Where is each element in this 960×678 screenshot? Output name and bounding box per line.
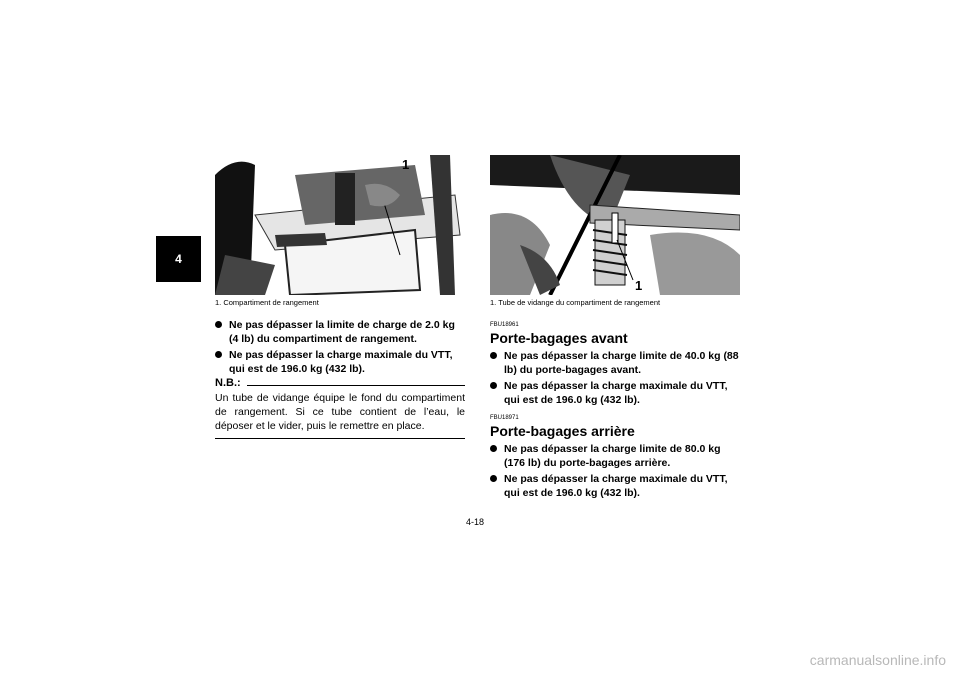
bullet-icon: [215, 351, 222, 358]
figure-callout-label: 1: [635, 278, 643, 293]
warning-list: [490, 349, 740, 409]
section-code: FBU18971: [490, 415, 519, 421]
list-item: Ne pas dépasser la charge maximale du VTT, qui est de 196.0 kg (432 lb).: [490, 472, 740, 500]
section-title: Porte-bagages arrière: [490, 423, 635, 439]
list-item: Ne pas dépasser la limite de charge de 2.0 kg (4 lb) du compartiment de rangement.: [215, 318, 465, 346]
drain-tube-photo: [490, 155, 740, 295]
figure-callout-label: 1: [402, 157, 410, 172]
section-title: Porte-bagages avant: [490, 330, 628, 346]
chapter-number: 4: [175, 252, 182, 266]
section-code: FBU18961: [490, 322, 519, 328]
chapter-tab: [156, 236, 201, 282]
warning-list: [215, 318, 465, 378]
figure-caption: 1. Tube de vidange du compartiment de rangement: [490, 298, 661, 307]
note-header: [215, 377, 465, 389]
list-item: Ne pas dépasser la charge limite de 80.0 kg (176 lb) du porte-bagages arrière.: [490, 442, 740, 470]
note-box: [215, 377, 465, 433]
bullet-icon: [490, 475, 497, 482]
note-rule: [247, 385, 465, 386]
storage-compartment-photo: [215, 155, 465, 295]
list-item: Ne pas dépasser la charge maximale du VTT, qui est de 196.0 kg (432 lb).: [215, 348, 465, 376]
bullet-icon: [215, 321, 222, 328]
bullet-icon: [490, 445, 497, 452]
list-item: Ne pas dépasser la charge limite de 40.0 kg (88 lb) du porte-bagages avant.: [490, 349, 740, 377]
bullet-icon: [490, 382, 497, 389]
note-end-rule: [215, 438, 465, 439]
figure-caption: 1. Compartiment de rangement: [215, 298, 319, 307]
warning-list: [490, 442, 740, 502]
bullet-icon: [490, 352, 497, 359]
note-body: Un tube de vidange équipe le fond du compartiment de rangement. Si ce tube contient de l’eau, le déposer et le vider, puis le remettre en place.: [215, 392, 465, 432]
note-title: N.B.:: [215, 377, 241, 389]
list-item: Ne pas dépasser la charge maximale du VTT, qui est de 196.0 kg (432 lb).: [490, 379, 740, 407]
watermark: carmanualsonline.info: [809, 652, 946, 668]
page-number: 4-18: [466, 517, 485, 527]
